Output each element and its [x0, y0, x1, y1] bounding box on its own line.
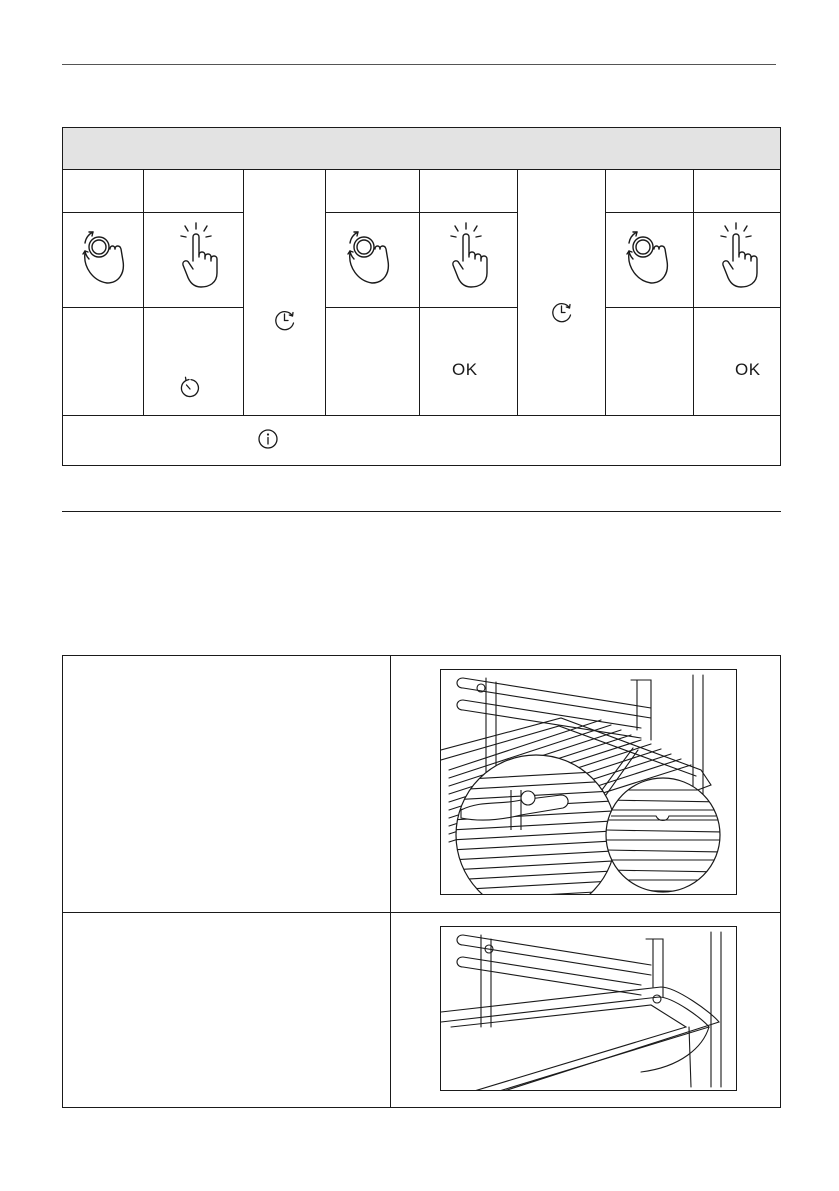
steps-table [62, 127, 781, 466]
steps-table-footer [63, 415, 780, 464]
tap-icon [173, 221, 223, 291]
tap-icon [713, 221, 763, 291]
timer-icon [178, 376, 202, 400]
ok-label: OK [735, 360, 761, 379]
rotate-knob-icon [615, 223, 677, 291]
wire-shelf-illustration [440, 669, 737, 895]
info-icon [257, 428, 279, 450]
tap-icon [443, 221, 493, 291]
rotate-knob-icon [336, 223, 398, 291]
illustration-table [62, 655, 781, 1108]
rotate-knob-icon [71, 223, 133, 291]
clock-icon [550, 300, 574, 324]
ok-label: OK [452, 360, 478, 379]
top-rule [62, 64, 776, 65]
section-divider [62, 511, 781, 512]
baking-tray-illustration [440, 926, 737, 1091]
clock-icon [273, 308, 297, 332]
steps-table-header [63, 128, 780, 170]
